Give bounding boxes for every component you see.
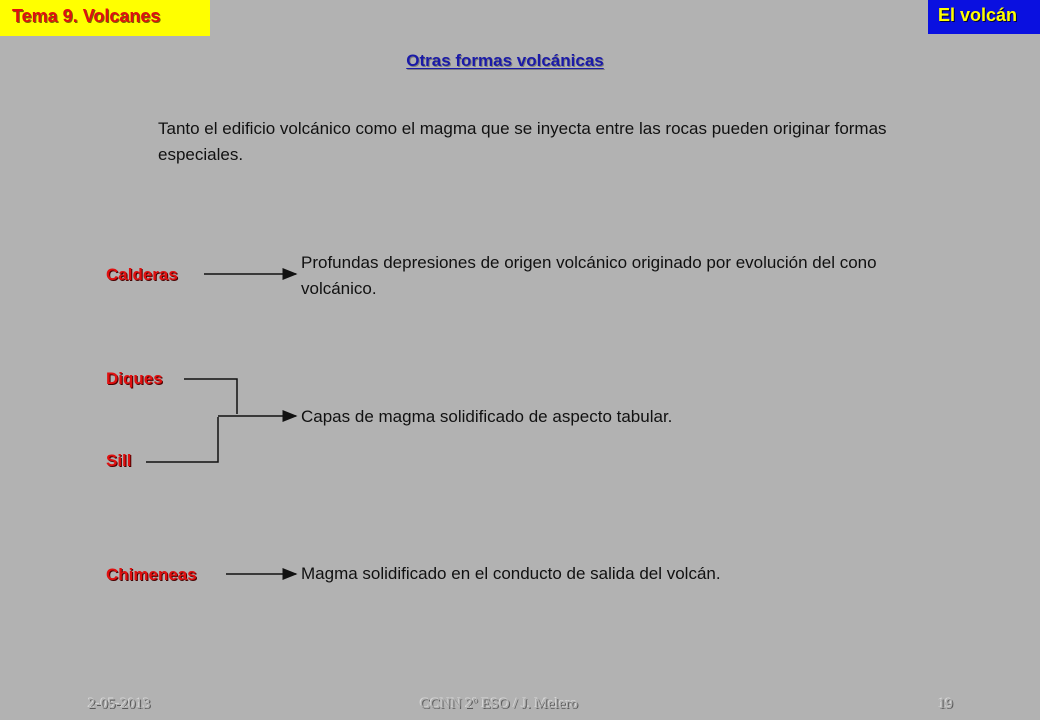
description-calderas: Profundas depresiones de origen volcánico originado por evolución del cono volcánico. xyxy=(301,253,877,298)
term-sill: Sill xyxy=(106,451,132,470)
page-number: 19 xyxy=(938,696,953,712)
footer-author: CCNN 2º ESO / J. Melero xyxy=(420,696,578,712)
description-diques-sill: Capas de magma solidificado de aspecto tabular. xyxy=(301,407,673,426)
sill-bracket-line xyxy=(146,417,218,462)
diques-bracket-line xyxy=(184,379,237,414)
slide-title: Otras formas volcánicas xyxy=(406,51,604,70)
intro-text: Tanto el edificio volcánico como el magma que se inyecta entre las rocas pueden originar formas especiales. xyxy=(158,119,887,164)
footer-date: 2-05-2013 xyxy=(88,696,151,712)
term-chimeneas: Chimeneas xyxy=(106,565,197,584)
term-diques: Diques xyxy=(106,369,163,388)
section-label: El volcán xyxy=(928,0,1040,34)
topic-label: Tema 9. Volcanes xyxy=(0,0,210,36)
term-calderas: Calderas xyxy=(106,265,178,284)
description-chimeneas: Magma solidificado en el conducto de salida del volcán. xyxy=(301,564,721,583)
